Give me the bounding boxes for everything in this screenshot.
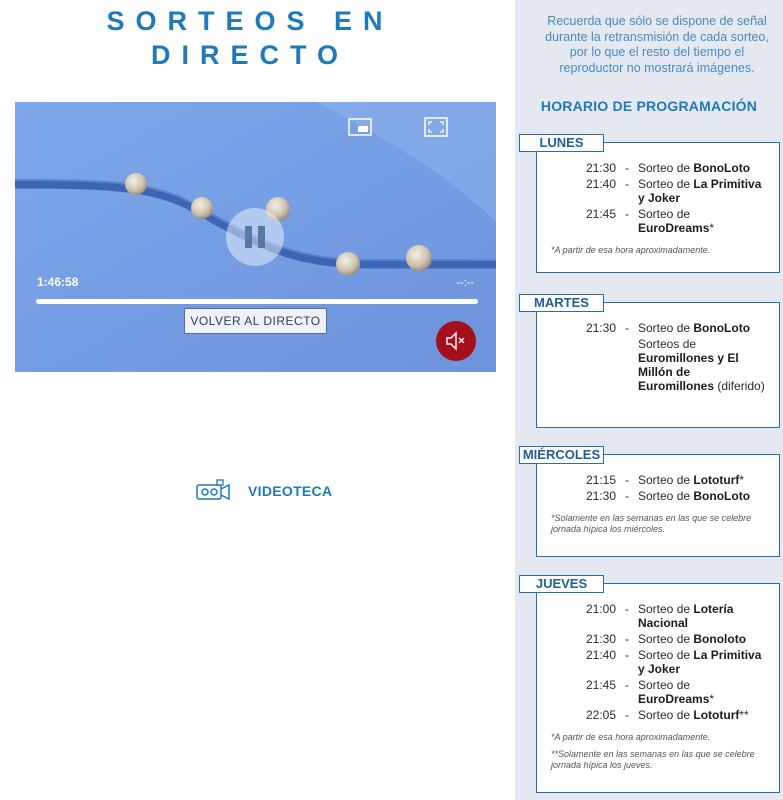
fullscreen-icon [423,116,449,138]
row-dash: - [625,207,629,221]
row-dash [616,337,638,393]
row-desc: Sorteo de Bonoloto [638,632,747,646]
muted-speaker-icon [436,321,476,361]
row-time [537,337,616,393]
row-time: 21:30 [585,321,616,335]
row-dash: - [625,648,629,662]
fullscreen-button[interactable] [423,116,449,138]
row-desc: Sorteo de BonoLoto [638,489,751,503]
row-time: 22:05 [585,708,616,722]
schedule-row [537,678,779,706]
row-dash: - [625,473,629,487]
row-desc: Sorteo de BonoLoto [638,321,751,335]
schedule-row [537,161,779,175]
schedule-row [537,321,779,335]
day-rows [537,473,779,535]
schedule-row [537,489,779,503]
schedule-sidebar [515,0,783,800]
day-label: LUNES [519,134,604,152]
schedule-row [537,708,779,722]
day-card-jueves [535,576,780,793]
row-desc: Sorteo de La Primitiva y Joker [638,648,762,676]
page-title-line2: DIRECTO [150,40,349,70]
row-desc: Sorteo de EuroDreams* [638,678,715,706]
schedule-row [537,648,779,676]
row-time: 21:40 [585,648,616,662]
schedule-row [537,337,779,393]
schedule-row [537,207,779,235]
day-label: MIÉRCOLES [519,446,604,464]
row-dash: - [625,602,629,616]
row-time: 21:45 [585,207,616,221]
pause-icon-bar [258,226,265,248]
day-note: *A partir de esa hora aproximadamente. [551,732,711,742]
row-desc: Sorteo de Lototurf** [638,708,749,722]
row-time: 21:00 [585,602,616,616]
schedule-row [537,473,779,487]
day-rows [537,321,779,395]
row-dash: - [625,678,629,692]
row-dash: - [625,632,629,646]
row-dash: - [625,489,629,503]
pause-icon [245,226,252,248]
picture-in-picture-button[interactable] [347,116,373,138]
day-note: *Solamente en las semanas en las que se celebre jornada hípica los miércoles. [551,513,752,534]
row-time: 21:45 [585,678,616,692]
row-desc: Sorteo de Lotería Nacional [638,602,734,630]
row-desc: Sorteo de BonoLoto [638,161,751,175]
row-time: 21:30 [585,161,616,175]
row-time: 21:30 [585,632,616,646]
day-rows [537,602,779,771]
back-to-live-button[interactable]: VOLVER AL DIRECTO [184,308,327,334]
page-title [0,0,500,72]
day-card-lunes [536,135,780,273]
row-time: 21:30 [585,489,616,503]
row-dash: - [625,161,629,175]
schedule-title: HORARIO DE PROGRAMACIÓN [540,98,758,114]
video-camera-icon [195,476,233,506]
signal-notice: Recuerda que sólo se dispone de señal durante la retransmisión de cada sorteo, por lo que el resto del tiempo el reproductor no mostrará imágenes. [545,14,769,75]
day-label: MARTES [519,294,604,312]
progress-bar[interactable] [36,299,478,304]
day-note: **Solamente en las semanas en las que se celebre jornada hípica los jueves. [551,749,755,770]
videoteca-link[interactable] [195,476,332,506]
row-dash: - [625,177,629,191]
video-player[interactable] [15,102,496,372]
schedule-row [537,177,779,205]
schedule-row [537,632,779,646]
day-label: JUEVES [519,575,604,593]
schedule-row [537,602,779,630]
pause-button[interactable] [226,208,284,266]
mute-button[interactable] [436,321,476,361]
day-card-martes [534,295,780,428]
row-dash: - [625,321,629,335]
day-card-miercoles [522,447,780,557]
row-time: 21:40 [585,177,616,191]
row-time: 21:15 [585,473,616,487]
current-time: 1:46:58 [37,275,79,289]
day-rows [537,161,779,256]
row-dash: - [625,708,629,722]
row-desc: Sorteo de Lototurf* [638,473,745,487]
row-desc: Sorteo de EuroDreams* [638,207,715,235]
end-time: --:-- [456,277,474,289]
day-note: *A partir de esa hora aproximadamente. [551,245,711,255]
page-title-line1: SORTEOS EN [106,6,394,36]
picture-in-picture-icon [347,116,373,138]
row-desc: Sorteo de La Primitiva y Joker [638,177,762,205]
videoteca-label[interactable]: VIDEOTECA [248,483,333,499]
row-desc: Sorteos de Euromillones y El Millón de Euromillones (diferido) [638,337,765,393]
